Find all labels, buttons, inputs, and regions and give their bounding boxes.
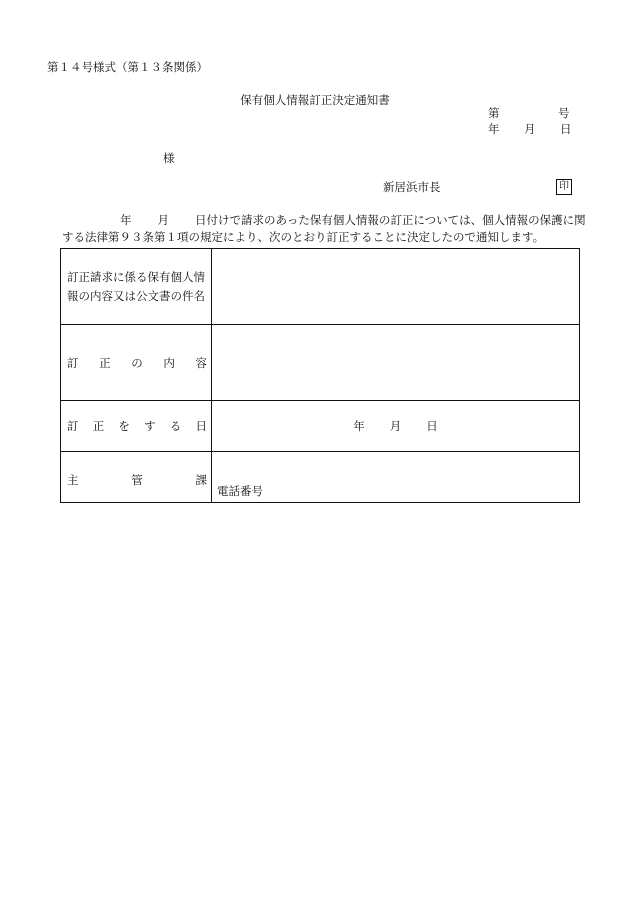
row-label-subject [61, 249, 212, 325]
body-text: 日付けで請求のあった保有個人情報の訂正については、個人情報の保護に関する法律第９３条第１項の規定により、次のとおり訂正することに決定したので通知します。 [62, 213, 586, 244]
content-label-char: 容 [195, 355, 207, 370]
correction-date-year: 年 [353, 419, 365, 433]
phone-number-label: 電話番号 [217, 484, 263, 498]
issue-date-year: 年 [488, 122, 500, 136]
subject-label: 訂正請求に係る保有個人情報の内容又は公文書の件名 [67, 269, 205, 303]
content-value-cell[interactable] [212, 325, 580, 401]
document-title: 保有個人情報訂正決定通知書 [240, 93, 390, 107]
row-label-date [61, 401, 212, 452]
content-label-char: 内 [163, 355, 175, 370]
body-month: 月 [157, 213, 169, 227]
recipient-honorific: 様 [163, 151, 175, 165]
department-label-char: 主 [67, 473, 79, 487]
content-label-char: の [131, 355, 143, 370]
table-row [61, 401, 580, 452]
table-row [61, 325, 580, 401]
date-label-char: る [169, 419, 182, 433]
date-label-char: 正 [92, 419, 105, 433]
doc-number-suffix: 号 [558, 106, 570, 120]
department-label-char: 課 [195, 473, 207, 487]
notice-body [62, 212, 586, 246]
form-number: 第１４号様式（第１３条関係） [47, 60, 208, 74]
correction-date-cell[interactable] [212, 401, 580, 452]
doc-number-prefix: 第 [488, 106, 500, 120]
department-value-cell[interactable] [212, 452, 580, 503]
issuer-name: 新居浜市長 [383, 180, 441, 194]
content-label-char: 正 [99, 355, 111, 370]
correction-date-month: 月 [389, 419, 402, 433]
issue-date-day: 日 [560, 122, 572, 136]
date-label-char: 日 [195, 419, 207, 433]
seal-stamp: 印 [556, 179, 572, 195]
correction-table [60, 248, 580, 503]
issue-date-month: 月 [524, 122, 536, 136]
date-label-char: 訂 [67, 419, 79, 433]
subject-value-cell[interactable] [212, 249, 580, 325]
row-label-content [61, 325, 212, 401]
table-row [61, 249, 580, 325]
date-label-char: す [144, 419, 156, 433]
body-year: 年 [120, 213, 132, 227]
table-row [61, 452, 580, 503]
row-label-department [61, 452, 212, 503]
correction-date-day: 日 [426, 419, 438, 433]
content-label-char: 訂 [67, 355, 79, 370]
department-label-char: 管 [131, 473, 143, 487]
date-label-char: を [118, 419, 130, 433]
